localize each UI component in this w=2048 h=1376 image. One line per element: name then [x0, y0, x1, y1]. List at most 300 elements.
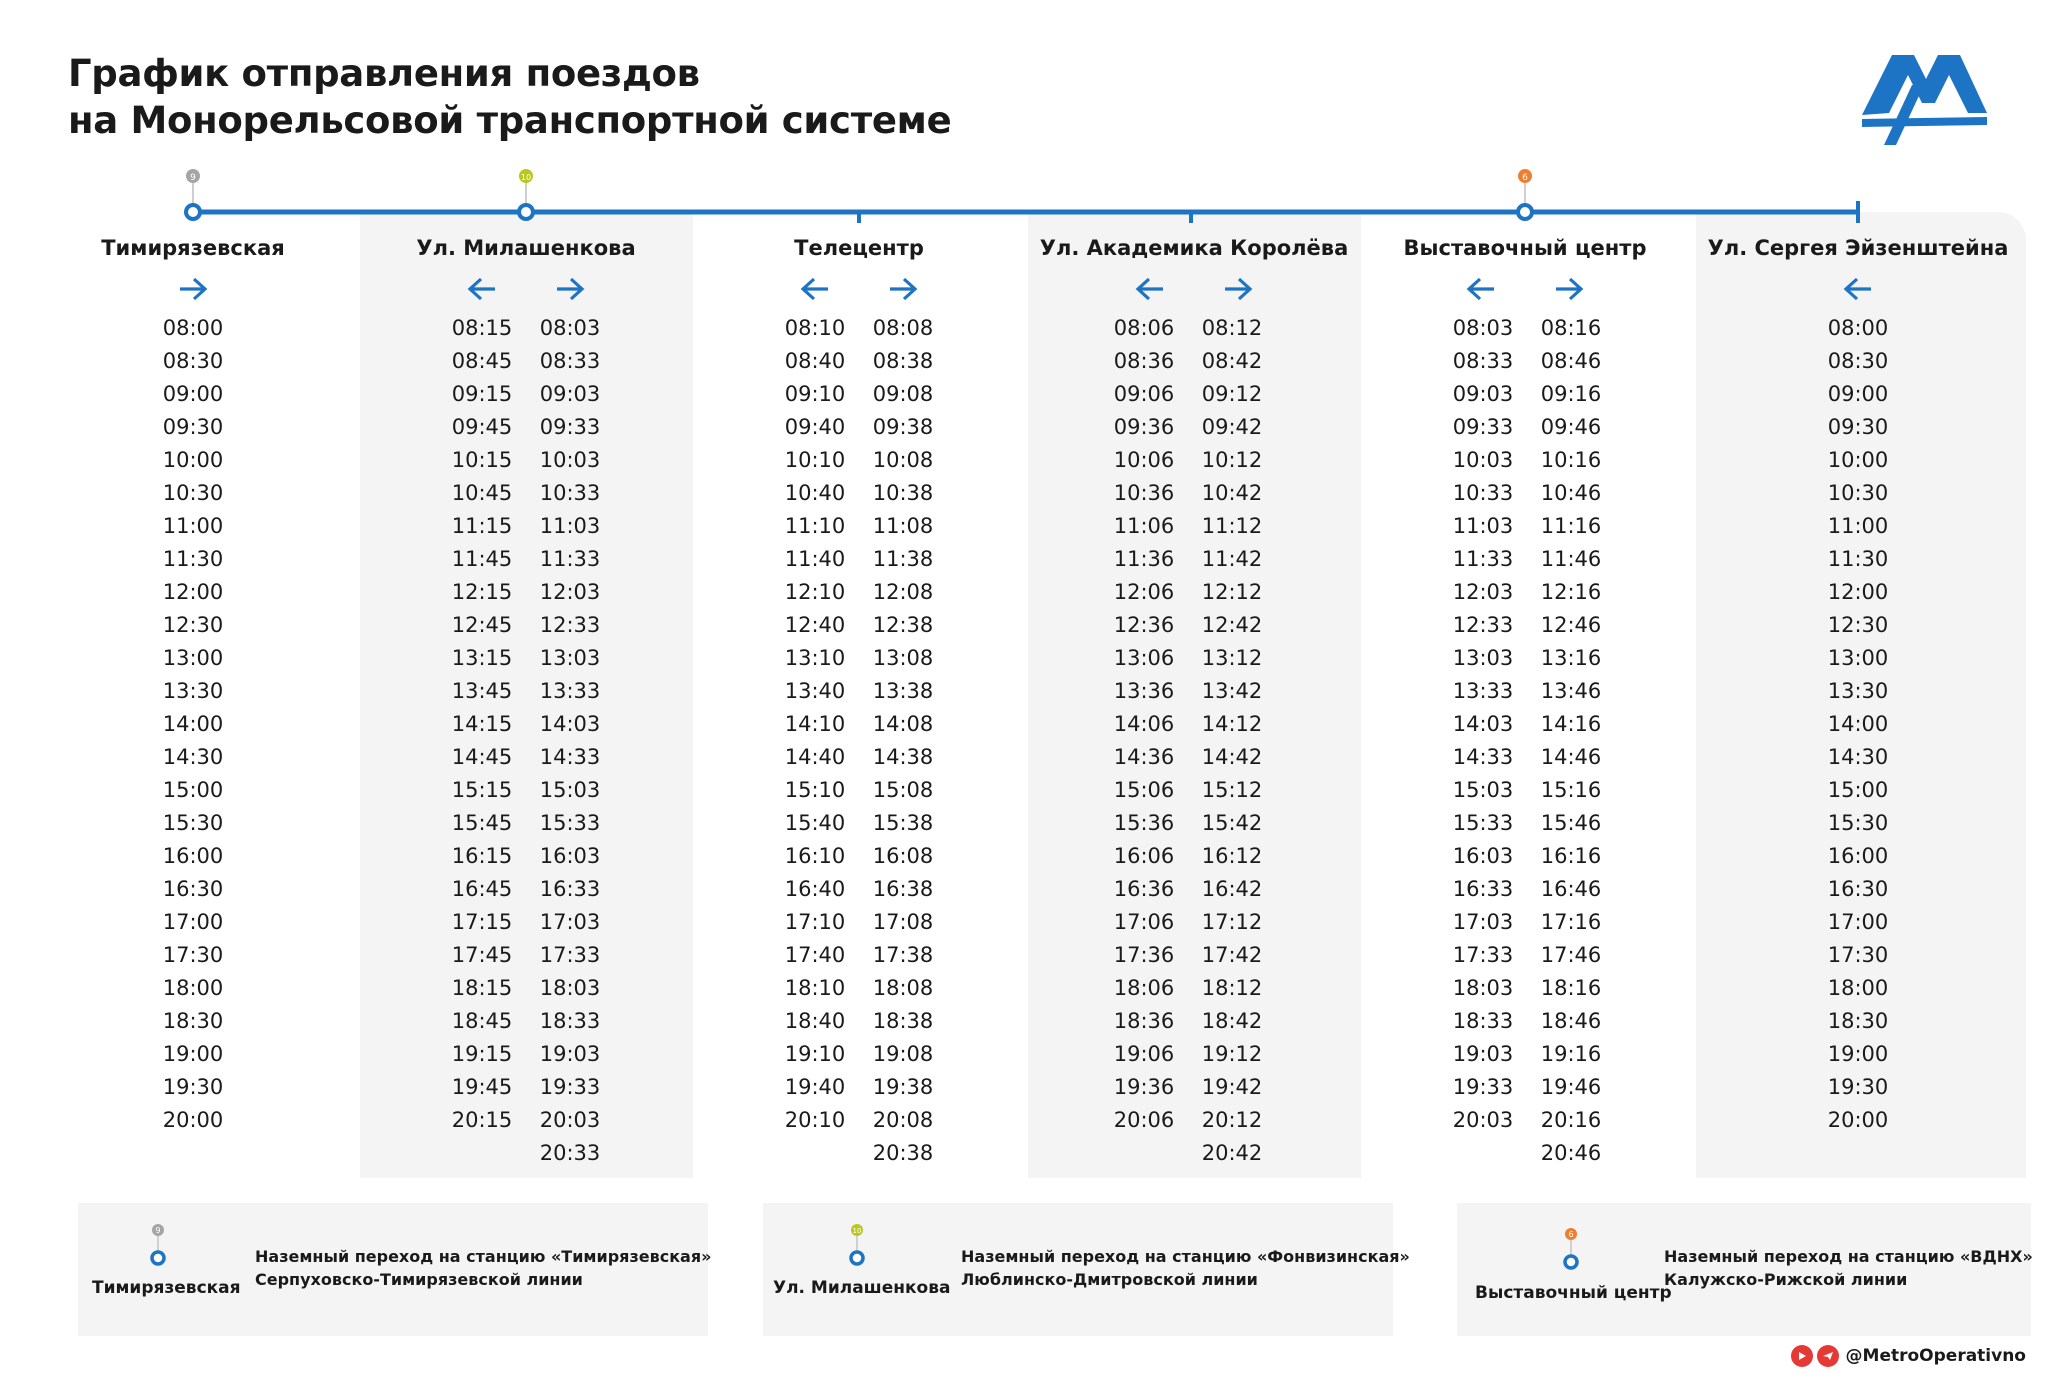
- departure-time: 13:12: [1201, 646, 1263, 670]
- departure-time: 17:33: [539, 943, 601, 967]
- departure-time: 13:45: [451, 679, 513, 703]
- departure-time: 16:40: [784, 877, 846, 901]
- departure-time: 09:15: [451, 382, 513, 406]
- departure-time: 15:15: [451, 778, 513, 802]
- arrow-left-icon: [438, 276, 526, 306]
- title-line-2: на Монорельсовой транспортной системе: [68, 99, 952, 142]
- departure-time: 16:03: [1452, 844, 1514, 868]
- departure-time: 11:00: [1827, 514, 1889, 538]
- departure-time: 18:38: [872, 1009, 934, 1033]
- departure-time: 10:33: [1452, 481, 1514, 505]
- departure-time: 12:03: [539, 580, 601, 604]
- departure-time: 10:42: [1201, 481, 1263, 505]
- departure-time: 08:38: [872, 349, 934, 373]
- footer-handle[interactable]: @MetroOperativno: [1845, 1346, 2026, 1366]
- departure-time: 17:36: [1113, 943, 1175, 967]
- departure-time: 17:30: [162, 943, 224, 967]
- departure-time: 20:08: [872, 1108, 934, 1132]
- transfer-text: [961, 1245, 1410, 1291]
- departure-time: 16:16: [1540, 844, 1602, 868]
- departure-time: 08:06: [1113, 316, 1175, 340]
- departure-time: 09:16: [1540, 382, 1602, 406]
- transfer-text-line-2: Люблинско-Дмитровской линии: [961, 1270, 1258, 1289]
- departure-time: 18:33: [1452, 1009, 1514, 1033]
- departure-time: 19:16: [1540, 1042, 1602, 1066]
- departure-time: 13:42: [1201, 679, 1263, 703]
- departure-time: 08:15: [451, 316, 513, 340]
- transfer-text-line-1: Наземный переход на станцию «ВДНХ»: [1664, 1247, 2033, 1266]
- station-name: Ул. Академика Королёва: [1039, 236, 1349, 260]
- departure-time: 11:12: [1201, 514, 1263, 538]
- departure-time: 14:38: [872, 745, 934, 769]
- departure-time: 11:40: [784, 547, 846, 571]
- departure-time: 12:08: [872, 580, 934, 604]
- departure-time: 20:33: [539, 1141, 601, 1165]
- departure-time: 17:12: [1201, 910, 1263, 934]
- departure-time: 18:42: [1201, 1009, 1263, 1033]
- departure-time: 16:36: [1113, 877, 1175, 901]
- departure-time: 08:12: [1201, 316, 1263, 340]
- arrow-right-icon: [149, 276, 237, 306]
- departure-time: 14:00: [1827, 712, 1889, 736]
- departure-time: 08:33: [539, 349, 601, 373]
- departure-time: 12:30: [162, 613, 224, 637]
- departure-time: 19:33: [539, 1075, 601, 1099]
- departure-time: 12:16: [1540, 580, 1602, 604]
- departure-time: 11:38: [872, 547, 934, 571]
- transfer-station-name: Выставочный центр: [1475, 1283, 1672, 1303]
- departure-time: 20:42: [1201, 1141, 1263, 1165]
- transfer-box-milashenkova: [763, 1203, 1410, 1336]
- departure-time: 17:00: [162, 910, 224, 934]
- departure-time: 20:38: [872, 1141, 934, 1165]
- svg-text:6: 6: [1568, 1230, 1574, 1239]
- departure-time: 18:03: [539, 976, 601, 1000]
- departure-time: 09:30: [162, 415, 224, 439]
- departure-time: 09:00: [1827, 382, 1889, 406]
- time-column: [1188, 312, 1276, 1170]
- arrow-left-icon: [1106, 276, 1194, 306]
- departure-time: 17:03: [1452, 910, 1514, 934]
- departure-time: 16:45: [451, 877, 513, 901]
- departure-time: 09:03: [1452, 382, 1514, 406]
- departure-time: 14:03: [1452, 712, 1514, 736]
- departure-time: 08:30: [1827, 349, 1889, 373]
- arrow-left-icon: [1437, 276, 1525, 306]
- departure-time: 09:30: [1827, 415, 1889, 439]
- departure-time: 11:33: [539, 547, 601, 571]
- departure-time: 11:03: [539, 514, 601, 538]
- departure-time: 14:30: [162, 745, 224, 769]
- departure-time: 10:38: [872, 481, 934, 505]
- departure-time: 19:12: [1201, 1042, 1263, 1066]
- departure-time: 18:46: [1540, 1009, 1602, 1033]
- departure-time: 09:40: [784, 415, 846, 439]
- times-timiryazevskaya: [149, 312, 237, 1137]
- departure-time: 13:30: [1827, 679, 1889, 703]
- departure-time: 11:33: [1452, 547, 1514, 571]
- departure-time: 13:40: [784, 679, 846, 703]
- departure-time: 09:00: [162, 382, 224, 406]
- departure-time: 18:45: [451, 1009, 513, 1033]
- departure-time: 19:40: [784, 1075, 846, 1099]
- departure-time: 16:46: [1540, 877, 1602, 901]
- departure-time: 15:03: [1452, 778, 1514, 802]
- departure-time: 16:03: [539, 844, 601, 868]
- departure-time: 14:03: [539, 712, 601, 736]
- badge-9-text: 9: [190, 173, 196, 183]
- station-timiryazevskaya: [93, 236, 293, 306]
- departure-time: 20:12: [1201, 1108, 1263, 1132]
- departure-time: 17:10: [784, 910, 846, 934]
- transfer-station-icon: [148, 1223, 168, 1271]
- departure-time: 13:16: [1540, 646, 1602, 670]
- departure-time: 20:06: [1113, 1108, 1175, 1132]
- departure-time: 09:03: [539, 382, 601, 406]
- departure-time: 13:36: [1113, 679, 1175, 703]
- time-column: [438, 312, 526, 1170]
- departure-time: 15:42: [1201, 811, 1263, 835]
- departure-time: 20:10: [784, 1108, 846, 1132]
- departure-time: 08:46: [1540, 349, 1602, 373]
- departure-time: 11:03: [1452, 514, 1514, 538]
- station-milashenkova: [376, 236, 676, 306]
- departure-time: 14:00: [162, 712, 224, 736]
- departure-time: 19:08: [872, 1042, 934, 1066]
- departure-time: 15:30: [1827, 811, 1889, 835]
- departure-time: 10:03: [1452, 448, 1514, 472]
- departure-time: 15:45: [451, 811, 513, 835]
- times-telecentr: [771, 312, 947, 1170]
- transfer-box-timiryazevskaya: [78, 1203, 712, 1336]
- departure-time: 10:33: [539, 481, 601, 505]
- svg-text:9: 9: [155, 1226, 161, 1235]
- vk-video-icon[interactable]: [1791, 1345, 1813, 1367]
- departure-time: 14:46: [1540, 745, 1602, 769]
- departure-time: 19:15: [451, 1042, 513, 1066]
- transfer-text-line-1: Наземный переход на станцию «Тимирязевская»: [255, 1247, 712, 1266]
- departure-time: 15:12: [1201, 778, 1263, 802]
- departure-time: 09:33: [539, 415, 601, 439]
- departure-time: 16:38: [872, 877, 934, 901]
- arrow-left-icon: [771, 276, 859, 306]
- departure-time: 11:45: [451, 547, 513, 571]
- departure-time: 18:00: [1827, 976, 1889, 1000]
- departure-time: 08:36: [1113, 349, 1175, 373]
- departure-time: 09:45: [451, 415, 513, 439]
- departure-time: 19:38: [872, 1075, 934, 1099]
- times-milashenkova: [438, 312, 614, 1170]
- departure-time: 08:16: [1540, 316, 1602, 340]
- departure-time: 16:15: [451, 844, 513, 868]
- departure-time: 20:46: [1540, 1141, 1602, 1165]
- station-name: Выставочный центр: [1403, 236, 1647, 260]
- time-column: [526, 312, 614, 1170]
- station-vystavochny: [1375, 236, 1675, 306]
- departure-time: 13:46: [1540, 679, 1602, 703]
- departure-time: 20:00: [162, 1108, 224, 1132]
- departure-time: 14:06: [1113, 712, 1175, 736]
- departure-time: 12:06: [1113, 580, 1175, 604]
- departure-time: 19:45: [451, 1075, 513, 1099]
- departure-time: 10:15: [451, 448, 513, 472]
- departure-time: 20:16: [1540, 1108, 1602, 1132]
- transfer-station-icon: [847, 1223, 867, 1271]
- departure-time: 11:10: [784, 514, 846, 538]
- station-korolyova: [1039, 236, 1349, 306]
- departure-time: 15:33: [539, 811, 601, 835]
- departure-time: 16:33: [539, 877, 601, 901]
- departure-time: 12:33: [539, 613, 601, 637]
- departure-time: 09:10: [784, 382, 846, 406]
- time-column: [1439, 312, 1527, 1170]
- departure-time: 11:30: [162, 547, 224, 571]
- departure-time: 19:10: [784, 1042, 846, 1066]
- departure-time: 10:08: [872, 448, 934, 472]
- departure-time: 14:45: [451, 745, 513, 769]
- departure-time: 13:30: [162, 679, 224, 703]
- departure-time: 11:00: [162, 514, 224, 538]
- arrow-left-icon: [1814, 276, 1902, 306]
- departure-time: 08:10: [784, 316, 846, 340]
- departure-time: 20:15: [451, 1108, 513, 1132]
- departure-time: 11:06: [1113, 514, 1175, 538]
- departure-time: 11:36: [1113, 547, 1175, 571]
- departure-time: 20:03: [539, 1108, 601, 1132]
- departure-time: 10:00: [162, 448, 224, 472]
- departure-time: 17:42: [1201, 943, 1263, 967]
- departure-time: 14:08: [872, 712, 934, 736]
- footer: [1791, 1345, 2026, 1367]
- departure-time: 15:08: [872, 778, 934, 802]
- station-name: Телецентр: [794, 236, 924, 260]
- departure-time: 10:30: [1827, 481, 1889, 505]
- departure-time: 19:30: [1827, 1075, 1889, 1099]
- departure-time: 20:00: [1827, 1108, 1889, 1132]
- departure-time: 12:42: [1201, 613, 1263, 637]
- departure-time: 10:00: [1827, 448, 1889, 472]
- departure-time: 16:30: [162, 877, 224, 901]
- departure-time: 18:10: [784, 976, 846, 1000]
- departure-time: 15:30: [162, 811, 224, 835]
- departure-time: 14:30: [1827, 745, 1889, 769]
- departure-time: 11:16: [1540, 514, 1602, 538]
- departure-time: 20:03: [1452, 1108, 1514, 1132]
- departure-time: 14:36: [1113, 745, 1175, 769]
- departure-time: 15:33: [1452, 811, 1514, 835]
- departure-time: 09:12: [1201, 382, 1263, 406]
- departure-time: 10:30: [162, 481, 224, 505]
- departure-time: 13:00: [162, 646, 224, 670]
- departure-time: 12:15: [451, 580, 513, 604]
- departure-time: 13:33: [539, 679, 601, 703]
- transfer-text-line-2: Калужско-Рижской линии: [1664, 1270, 1908, 1289]
- transfer-station-name: Ул. Милашенкова: [773, 1278, 951, 1298]
- departure-time: 12:00: [162, 580, 224, 604]
- departure-time: 19:00: [162, 1042, 224, 1066]
- departure-time: 13:33: [1452, 679, 1514, 703]
- departure-time: 12:46: [1540, 613, 1602, 637]
- transfer-station-icon: [1561, 1227, 1581, 1275]
- departure-time: 11:08: [872, 514, 934, 538]
- line-diagram: [0, 160, 2048, 240]
- departure-time: 10:12: [1201, 448, 1263, 472]
- departure-time: 14:33: [539, 745, 601, 769]
- departure-time: 12:03: [1452, 580, 1514, 604]
- departure-time: 16:12: [1201, 844, 1263, 868]
- departure-time: 13:03: [1452, 646, 1514, 670]
- time-column: [1527, 312, 1615, 1170]
- departure-time: 12:38: [872, 613, 934, 637]
- departure-time: 17:40: [784, 943, 846, 967]
- departure-time: 08:40: [784, 349, 846, 373]
- departure-time: 13:00: [1827, 646, 1889, 670]
- arrow-right-icon: [859, 276, 947, 306]
- departure-time: 16:06: [1113, 844, 1175, 868]
- svg-text:10: 10: [852, 1227, 862, 1235]
- departure-time: 17:00: [1827, 910, 1889, 934]
- station-telecentr: [709, 236, 1009, 306]
- departure-time: 13:38: [872, 679, 934, 703]
- departure-time: 14:42: [1201, 745, 1263, 769]
- departure-time: 18:16: [1540, 976, 1602, 1000]
- departure-time: 09:36: [1113, 415, 1175, 439]
- departure-time: 19:00: [1827, 1042, 1889, 1066]
- departure-time: 12:40: [784, 613, 846, 637]
- badge-6-text: 6: [1522, 173, 1528, 183]
- departure-time: 08:08: [872, 316, 934, 340]
- departure-time: 15:00: [162, 778, 224, 802]
- departure-time: 15:10: [784, 778, 846, 802]
- badge-10-text: 10: [520, 173, 532, 182]
- telegram-icon[interactable]: [1817, 1345, 1839, 1367]
- departure-time: 18:12: [1201, 976, 1263, 1000]
- departure-time: 08:03: [1452, 316, 1514, 340]
- departure-time: 16:08: [872, 844, 934, 868]
- transfer-text: [1664, 1245, 2033, 1291]
- station-name: Ул. Сергея Эйзенштейна: [1707, 236, 2009, 260]
- departure-time: 10:36: [1113, 481, 1175, 505]
- departure-time: 08:33: [1452, 349, 1514, 373]
- departure-time: 08:45: [451, 349, 513, 373]
- departure-time: 10:10: [784, 448, 846, 472]
- departure-time: 09:38: [872, 415, 934, 439]
- departure-time: 14:12: [1201, 712, 1263, 736]
- departure-time: 18:40: [784, 1009, 846, 1033]
- departure-time: 10:03: [539, 448, 601, 472]
- departure-time: 18:08: [872, 976, 934, 1000]
- transfer-text-line-1: Наземный переход на станцию «Фонвизинская»: [961, 1247, 1410, 1266]
- departure-time: 09:06: [1113, 382, 1175, 406]
- departure-time: 12:00: [1827, 580, 1889, 604]
- departure-time: 14:40: [784, 745, 846, 769]
- departure-time: 18:06: [1113, 976, 1175, 1000]
- departure-time: 19:46: [1540, 1075, 1602, 1099]
- station-name: Ул. Милашенкова: [416, 236, 636, 260]
- departure-time: 17:45: [451, 943, 513, 967]
- departure-time: 17:38: [872, 943, 934, 967]
- departure-time: 10:40: [784, 481, 846, 505]
- departure-time: 19:03: [539, 1042, 601, 1066]
- departure-time: 12:36: [1113, 613, 1175, 637]
- departure-time: 13:10: [784, 646, 846, 670]
- departure-time: 19:42: [1201, 1075, 1263, 1099]
- departure-time: 18:03: [1452, 976, 1514, 1000]
- departure-time: 17:33: [1452, 943, 1514, 967]
- transfer-box-vystavochny: [1457, 1203, 2031, 1336]
- departure-time: 11:30: [1827, 547, 1889, 571]
- times-eisenstein: [1814, 312, 1902, 1137]
- departure-time: 14:15: [451, 712, 513, 736]
- departure-time: 10:16: [1540, 448, 1602, 472]
- departure-time: 17:46: [1540, 943, 1602, 967]
- departure-time: 19:03: [1452, 1042, 1514, 1066]
- departure-time: 11:42: [1201, 547, 1263, 571]
- departure-time: 15:38: [872, 811, 934, 835]
- departure-time: 11:15: [451, 514, 513, 538]
- departure-time: 09:08: [872, 382, 934, 406]
- departure-time: 13:15: [451, 646, 513, 670]
- station-eisenstein: [1703, 236, 2013, 306]
- departure-time: 16:30: [1827, 877, 1889, 901]
- departure-time: 12:10: [784, 580, 846, 604]
- page-title: [68, 50, 951, 144]
- departure-time: 15:06: [1113, 778, 1175, 802]
- time-column: [1100, 312, 1188, 1170]
- transfer-text-line-2: Серпуховско-Тимирязевской линии: [255, 1270, 583, 1289]
- station-name: Тимирязевская: [101, 236, 285, 260]
- transfer-station-name: Тимирязевская: [92, 1278, 241, 1298]
- departure-time: 08:00: [1827, 316, 1889, 340]
- departure-time: 15:03: [539, 778, 601, 802]
- arrow-right-icon: [1525, 276, 1613, 306]
- departure-time: 18:30: [1827, 1009, 1889, 1033]
- departure-time: 14:33: [1452, 745, 1514, 769]
- departure-time: 13:03: [539, 646, 601, 670]
- departure-time: 08:42: [1201, 349, 1263, 373]
- departure-time: 09:46: [1540, 415, 1602, 439]
- times-vystavochny: [1439, 312, 1615, 1170]
- departure-time: 14:10: [784, 712, 846, 736]
- departure-time: 19:36: [1113, 1075, 1175, 1099]
- departure-time: 18:00: [162, 976, 224, 1000]
- arrow-right-icon: [1194, 276, 1282, 306]
- departure-time: 08:00: [162, 316, 224, 340]
- departure-time: 19:33: [1452, 1075, 1514, 1099]
- departure-time: 19:30: [162, 1075, 224, 1099]
- departure-time: 13:08: [872, 646, 934, 670]
- departure-time: 11:46: [1540, 547, 1602, 571]
- departure-time: 16:00: [162, 844, 224, 868]
- departure-time: 15:46: [1540, 811, 1602, 835]
- departure-time: 10:46: [1540, 481, 1602, 505]
- time-column: [771, 312, 859, 1170]
- times-korolyova: [1100, 312, 1276, 1170]
- departure-time: 18:15: [451, 976, 513, 1000]
- arrow-right-icon: [526, 276, 614, 306]
- departure-time: 17:30: [1827, 943, 1889, 967]
- departure-time: 15:36: [1113, 811, 1175, 835]
- departure-time: 08:30: [162, 349, 224, 373]
- departure-time: 16:33: [1452, 877, 1514, 901]
- departure-time: 17:16: [1540, 910, 1602, 934]
- departure-time: 18:36: [1113, 1009, 1175, 1033]
- departure-time: 15:40: [784, 811, 846, 835]
- departure-time: 12:45: [451, 613, 513, 637]
- time-column: [1814, 312, 1902, 1137]
- monorail-logo-icon: [1862, 55, 1987, 145]
- departure-time: 12:30: [1827, 613, 1889, 637]
